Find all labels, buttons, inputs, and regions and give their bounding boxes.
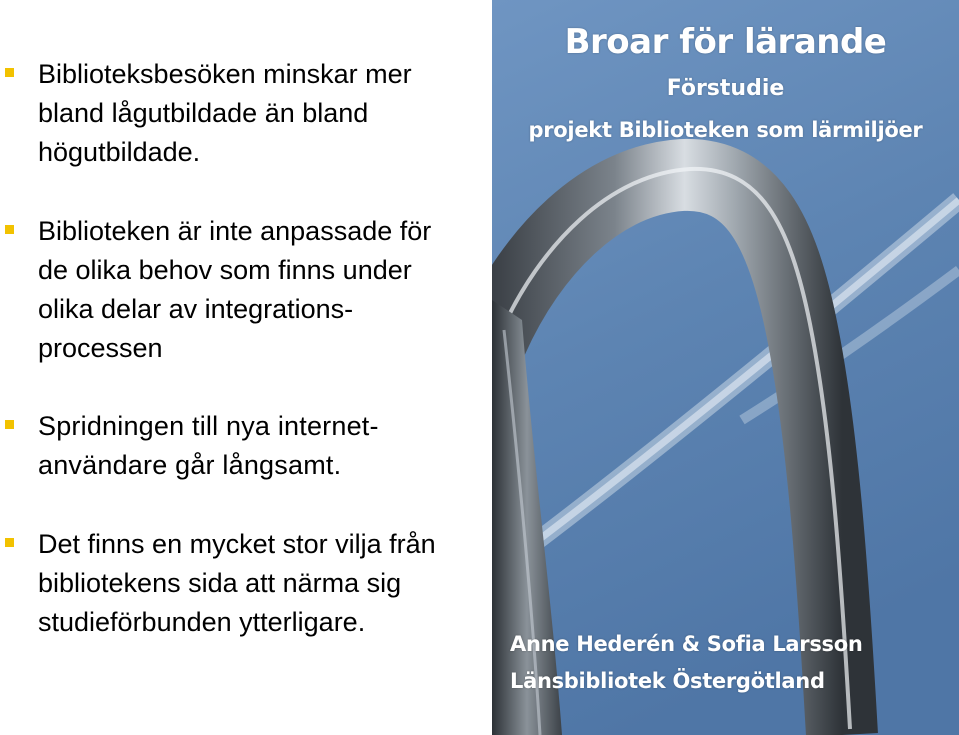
bullet-text: Biblioteksbesöken minskar mer bland lågutbildade än bland högutbildade.: [38, 59, 412, 167]
bullet-square-icon: [5, 225, 14, 234]
bullet-text: Biblioteken är inte anpassade för de olika behov som finns under olika delar av integrations- processen: [38, 216, 432, 363]
bullet-text: Det finns en mycket stor vilja från bibliotekens sida att närma sig studieförbunden ytterligare.: [38, 529, 436, 637]
cover-authors: Anne Hederén & Sofia Larsson: [510, 632, 863, 656]
cover-title: Broar för lärande: [564, 22, 887, 62]
cover-organization: Länsbibliotek Östergötland: [510, 669, 825, 693]
cover-image: [492, 0, 959, 735]
arch-sky-illustration: [492, 0, 959, 735]
bullet-square-icon: [5, 68, 14, 77]
cover-project-name: projekt Biblioteken som lärmiljöer: [528, 118, 923, 142]
cover-subtitle: Förstudie: [666, 76, 785, 101]
bullet-square-icon: [5, 420, 14, 429]
bullet-text: Spridningen till nya internet- användare går långsamt.: [38, 411, 379, 480]
bullet-square-icon: [5, 538, 14, 547]
